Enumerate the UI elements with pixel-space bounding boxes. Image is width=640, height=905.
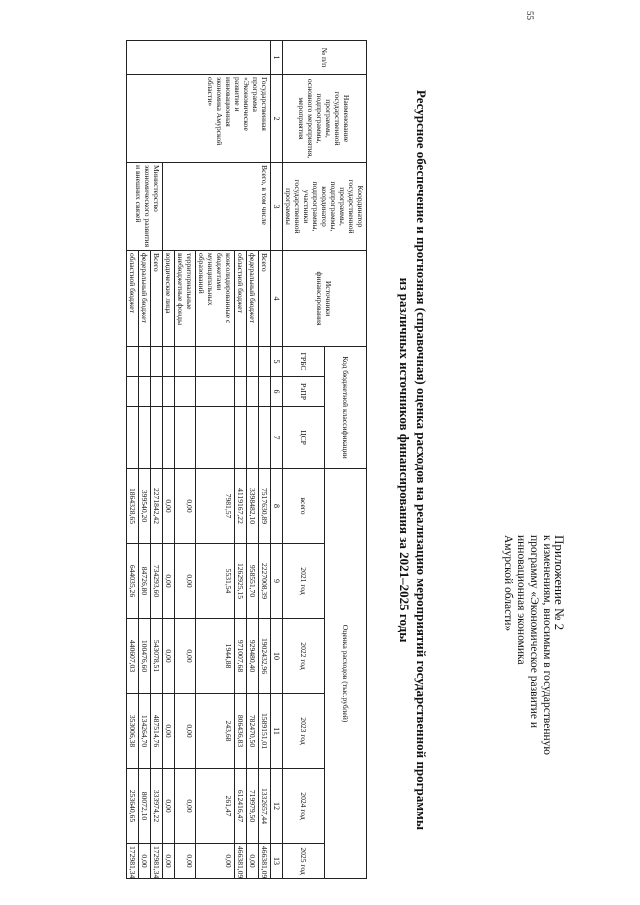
grbs-cell: [247, 347, 259, 377]
index-cell: 13: [271, 844, 283, 879]
value-cell: 333974,22: [151, 769, 163, 844]
grbs-cell: [259, 347, 271, 377]
page-number: 55: [525, 11, 535, 20]
value-cell: 0,00: [247, 844, 259, 879]
value-cell: 0,00: [163, 619, 175, 694]
column-index-row: [271, 41, 283, 879]
value-cell: 4119167,22: [235, 469, 247, 544]
header-2024: 2024 год: [283, 769, 325, 844]
grbs-cell: [151, 347, 163, 377]
value-cell: 958551,70: [247, 544, 259, 619]
index-cell: 8: [271, 469, 283, 544]
value-cell: 80072,10: [139, 769, 151, 844]
index-cell: 9: [271, 544, 283, 619]
source-cell: консолидированные с бюджетами муниципальных образований: [196, 251, 235, 347]
value-cell: 253640,65: [127, 769, 139, 844]
value-cell: 0,00: [163, 769, 175, 844]
source-cell: федеральный бюджет: [247, 251, 259, 347]
value-cell: 806436,83: [235, 694, 247, 769]
value-cell: 1944,88: [196, 619, 235, 694]
header-sources: Источники финансирования: [283, 251, 367, 347]
grbs-cell: [175, 347, 196, 377]
csr-cell: [235, 407, 247, 469]
value-cell: 0,00: [175, 694, 196, 769]
index-cell: 4: [271, 251, 283, 347]
table-row: [259, 41, 271, 879]
value-cell: 7981,57: [196, 469, 235, 544]
table-row: [151, 41, 163, 879]
header-2021: 2021 год: [283, 544, 325, 619]
header-num: № п/п: [283, 41, 367, 75]
rzpr-cell: [139, 377, 151, 407]
index-cell: 10: [271, 619, 283, 694]
value-cell: 466381,09: [235, 844, 247, 879]
index-cell: 1: [271, 41, 283, 75]
value-cell: 7517630,89: [259, 469, 271, 544]
header-2022: 2022 год: [283, 619, 325, 694]
source-cell: Всего: [259, 251, 271, 347]
value-cell: 612416,47: [235, 769, 247, 844]
grbs-cell: [139, 347, 151, 377]
csr-cell: [139, 407, 151, 469]
value-cell: 0,00: [175, 769, 196, 844]
rzpr-cell: [247, 377, 259, 407]
resource-table: [126, 40, 367, 879]
index-cell: 11: [271, 694, 283, 769]
grbs-cell: [127, 347, 139, 377]
value-cell: 172981,34: [127, 844, 139, 879]
row-num-cell: [127, 41, 271, 75]
value-cell: 100476,60: [139, 619, 151, 694]
header-grbs: ГРБС: [283, 347, 325, 377]
header-total: всего: [283, 469, 325, 544]
index-cell: 5: [271, 347, 283, 377]
value-cell: 353006,38: [127, 694, 139, 769]
source-cell: областной бюджет: [127, 251, 139, 347]
coordinator-cell: Всего, в том числе: [163, 163, 271, 251]
rzpr-cell: [235, 377, 247, 407]
value-cell: 172981,34: [151, 844, 163, 879]
rzpr-cell: [259, 377, 271, 407]
value-cell: 0,00: [163, 469, 175, 544]
source-cell: юридические лица: [163, 251, 175, 347]
value-cell: 5531,54: [196, 544, 235, 619]
value-cell: 0,00: [196, 844, 235, 879]
value-cell: 2227008,39: [259, 544, 271, 619]
appendix-block: [501, 535, 566, 865]
value-cell: 644035,26: [127, 544, 139, 619]
rzpr-cell: [175, 377, 196, 407]
title-line-1: Ресурсное обеспечение и прогнозная (справочная) оценка расходов на реализацию мероприятий государственной программы: [414, 89, 429, 831]
header-estimate: Оценка расходов (тыс.рублей): [325, 469, 367, 879]
value-cell: 1864328,65: [127, 469, 139, 544]
appendix-line: программу «Экономическое развитие и: [528, 535, 540, 729]
rzpr-cell: [127, 377, 139, 407]
rzpr-cell: [151, 377, 163, 407]
value-cell: 782470,50: [247, 694, 259, 769]
value-cell: 929480,40: [247, 619, 259, 694]
value-cell: 1332657,44: [259, 769, 271, 844]
value-cell: 487514,76: [151, 694, 163, 769]
value-cell: 0,00: [163, 694, 175, 769]
grbs-cell: [196, 347, 235, 377]
value-cell: 1902432,96: [259, 619, 271, 694]
csr-cell: [151, 407, 163, 469]
value-cell: 0,00: [175, 469, 196, 544]
value-cell: 2271842,42: [151, 469, 163, 544]
value-cell: 243,68: [196, 694, 235, 769]
value-cell: 261,47: [196, 769, 235, 844]
value-cell: 0,00: [175, 544, 196, 619]
rzpr-cell: [163, 377, 175, 407]
header-2023: 2023 год: [283, 694, 325, 769]
appendix-line: к изменениям, вносимым в государственную: [541, 535, 553, 755]
index-cell: 7: [271, 407, 283, 469]
csr-cell: [259, 407, 271, 469]
header-row-1: [325, 41, 367, 879]
value-cell: 0,00: [163, 844, 175, 879]
value-cell: 0,00: [175, 844, 196, 879]
value-cell: 0,00: [163, 544, 175, 619]
value-cell: 734293,60: [151, 544, 163, 619]
grbs-cell: [235, 347, 247, 377]
value-cell: 0,00: [139, 844, 151, 879]
csr-cell: [247, 407, 259, 469]
document-title: [396, 80, 430, 840]
value-cell: 399540,20: [139, 469, 151, 544]
source-cell: областной бюджет: [235, 251, 247, 347]
value-cell: 466381,09: [259, 844, 271, 879]
value-cell: 3398482,10: [247, 469, 259, 544]
value-cell: 0,00: [175, 619, 196, 694]
csr-cell: [196, 407, 235, 469]
grbs-cell: [163, 347, 175, 377]
header-budget-code: Код бюджетной классификации: [325, 347, 367, 469]
value-cell: 134264,70: [139, 694, 151, 769]
value-cell: 719979,50: [247, 769, 259, 844]
index-cell: 6: [271, 377, 283, 407]
index-cell: 12: [271, 769, 283, 844]
coordinator-cell: Министерство экономического развития и внешних связей: [127, 163, 163, 251]
source-cell: Всего: [151, 251, 163, 347]
header-name: Наименование государственной программы, подпрограммы, основного мероприятия, мероприятия: [283, 75, 367, 163]
header-coordinator: Координатор государственной программы, подпрограммы, координатор подпрограммы, участники государственной программы: [283, 163, 367, 251]
csr-cell: [127, 407, 139, 469]
appendix-title: Приложение № 2: [552, 535, 567, 631]
title-line-2: из различных источников финансирования за 2021–2025 годы: [397, 277, 412, 643]
program-name-cell: Государственная программа «Экономическое развитие и инновационная экономика Амурской области»: [127, 75, 271, 163]
header-2025: 2025 год: [283, 844, 325, 879]
index-cell: 3: [271, 163, 283, 251]
value-cell: 543078,51: [151, 619, 163, 694]
header-csr: ЦСР: [283, 407, 325, 469]
source-cell: территориальные внебюджетные фонды: [175, 251, 196, 347]
appendix-line: Амурской области»: [502, 535, 514, 632]
header-rzpr: РзПР: [283, 377, 325, 407]
index-cell: 2: [271, 75, 283, 163]
csr-cell: [163, 407, 175, 469]
rzpr-cell: [196, 377, 235, 407]
csr-cell: [175, 407, 196, 469]
source-cell: федеральный бюджет: [139, 251, 151, 347]
value-cell: 84726,80: [139, 544, 151, 619]
appendix-line: инновационная экономика: [515, 535, 527, 665]
value-cell: 971007,68: [235, 619, 247, 694]
value-cell: 1589151,01: [259, 694, 271, 769]
value-cell: 1262925,15: [235, 544, 247, 619]
value-cell: 440607,03: [127, 619, 139, 694]
